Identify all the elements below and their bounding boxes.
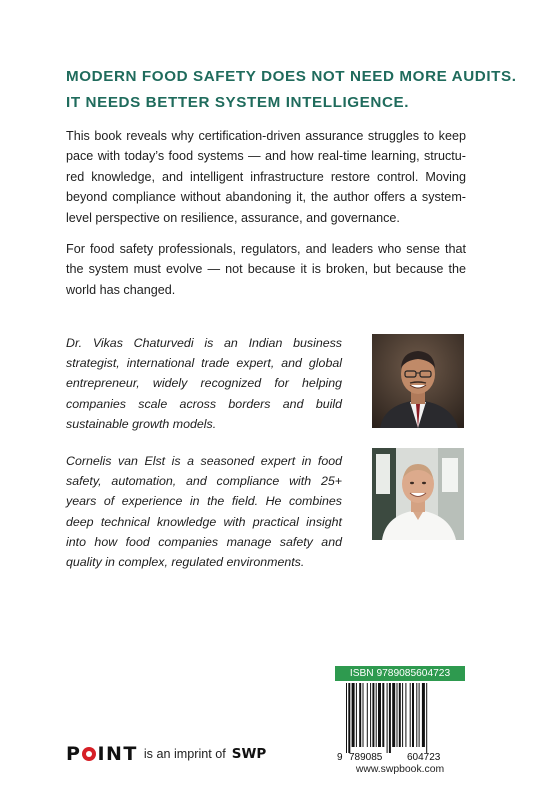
barcode-bar: [356, 683, 357, 747]
author-photo-van-elst: [372, 448, 464, 540]
blurb-paragraph-2: For food safety professionals, regulators, and leaders who sense that the system must evolve — not because it is broken, but because the world has changed.: [66, 242, 466, 297]
barcode-block: [335, 666, 465, 763]
barcode-bar: [402, 683, 403, 747]
swp-logo: SWP: [231, 746, 267, 762]
barcode-bar: [376, 683, 377, 747]
barcode-bar: [372, 683, 374, 747]
author-photo-chaturvedi: [372, 334, 464, 428]
barcode-bar: [363, 683, 364, 747]
barcode-bar: [397, 683, 398, 747]
publisher-website: www.swpbook.com: [355, 764, 445, 775]
barcode-bar: [382, 683, 384, 747]
barcode-bar: [412, 683, 414, 747]
barcode-bar: [392, 683, 395, 747]
barcode-bar: [422, 683, 425, 747]
barcode-bar: [426, 683, 427, 753]
barcode-bar: [389, 683, 391, 753]
barcode-bar: [346, 683, 347, 753]
imprint-line: [66, 742, 266, 766]
blurb-paragraph-1: This book reveals why certification-driven assurance struggles to keep pace with today’s food systems — and how real-time learning, structured knowledge, and intelligent infrastructure restore control. Moving beyond compliance without abandoning it, the author offers a system-level perspective on resilience, assurance, and governance.: [66, 129, 466, 225]
barcode-bar: [348, 683, 350, 753]
headline-line-1: MODERN FOOD SAFETY DOES NOT NEED MORE AUDITS.: [66, 68, 517, 85]
barcode-digits-left: 789085: [349, 752, 383, 763]
imprint-text: is an imprint of: [143, 747, 226, 761]
barcode-digits-right: 604723: [407, 752, 441, 763]
barcode-bar: [405, 683, 406, 747]
author-bio-van-elst: Cornelis van Elst is a seasoned expert in food safety, automation, and compliance with 25+ years of experience in the field. He combines deep technical knowledge with practical insight into how food companies manage safety and quality in complex, regulated environments.: [66, 454, 342, 570]
isbn-barcode: [335, 683, 465, 763]
barcode-bar: [352, 683, 355, 747]
barcode-bar: [367, 683, 368, 747]
barcode-bar: [416, 683, 417, 747]
barcode-bar: [370, 683, 371, 747]
barcode-bar: [387, 683, 388, 753]
barcode-bar: [419, 683, 420, 747]
barcode-bar: [378, 683, 381, 747]
author-bio-chaturvedi: Dr. Vikas Chaturvedi is an Indian business strategist, international trade expert, and global entrepreneur, widely recognized for helping companies scale across borders and build sustainable growth models.: [66, 336, 342, 431]
barcode-bar: [410, 683, 411, 747]
point-logo-o-mark: [82, 747, 96, 761]
isbn-label: ISBN 9789085604723: [335, 666, 465, 681]
barcode-bar: [399, 683, 401, 747]
headline-line-2: IT NEEDS BETTER SYSTEM INTELLIGENCE.: [66, 94, 410, 111]
headline: [66, 64, 517, 116]
barcode-digit-first: 9: [337, 752, 343, 763]
barcode-bar: [359, 683, 361, 747]
point-logo: P INT: [66, 743, 138, 765]
